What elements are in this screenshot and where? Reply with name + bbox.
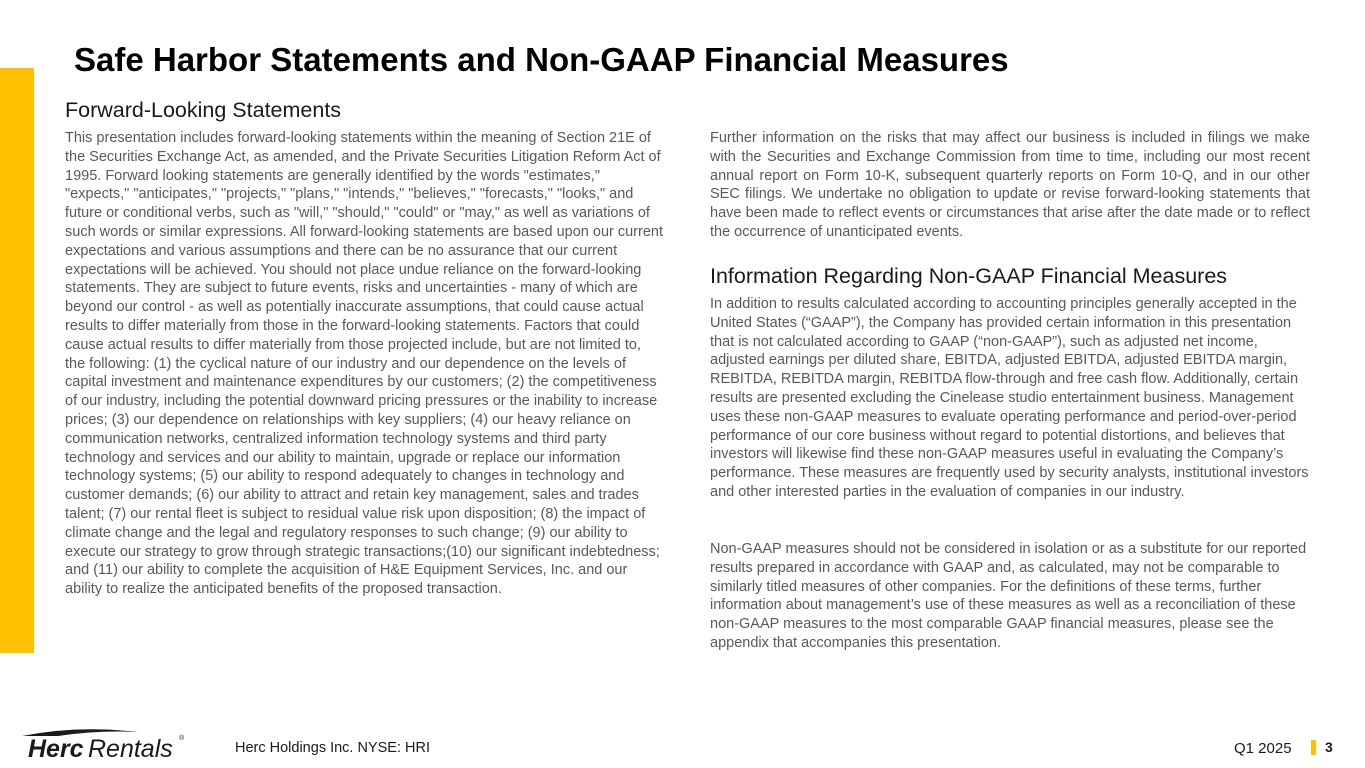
further-information-body: Further information on the risks that may affect our business is included in filings we make with the Securities and Exchange Commission from time to time, including our most recent annual report on Form 10-K, subsequent quarterly reports on Form 10-Q, and in our other SEC filings. We undertake no obligation to update or revise forward-looking statements that have been made to reflect events or circumstances that arise after the date made or to reflect the occurrence of unanticipated events. xyxy=(710,130,1310,240)
herc-rentals-logo xyxy=(18,726,190,762)
logo-herc-text: Herc xyxy=(28,735,84,762)
logo-rentals-text: Rentals xyxy=(88,735,173,762)
footer-quarter: Q1 2025 xyxy=(1234,740,1292,757)
accent-bar xyxy=(0,68,34,653)
non-gaap-heading: Information Regarding Non-GAAP Financial Measures xyxy=(710,264,1228,288)
logo-registered-mark: ® xyxy=(179,735,185,742)
page-number: 3 xyxy=(1325,739,1333,755)
page-number-marker xyxy=(1311,740,1316,755)
forward-looking-heading: Forward-Looking Statements xyxy=(65,98,342,122)
page-title: Safe Harbor Statements and Non-GAAP Financial Measures xyxy=(74,41,1009,78)
non-gaap-body-2: Non-GAAP measures should not be considered in isolation or as a substitute for our reported results prepared in accordance with GAAP and, as calculated, may not be comparable to similarly titled measures of other companies. For the definitions of these terms, further information about management’s use of these measures as well as a reconciliation of these non-GAAP measures to the most comparable GAAP financial measures, please see the appendix that accompanies this presentation. xyxy=(710,541,1307,651)
non-gaap-body-1: In addition to results calculated according to accounting principles generally accepted in the United States (“GAAP”), the Company has provided certain information in this presentation that is not calculated according to GAAP (“non-GAAP”), such as adjusted net income, adjusted earnings per diluted share, EBITDA, adjusted EBITDA, adjusted EBITDA margin, REBITDA, REBITDA margin, REBITDA flow-through and free cash flow. Additionally, certain results are presented excluding the Cinelease studio entertainment business. Management uses these non-GAAP measures to evaluate operating performance and period-over-period performance of our core business without regard to potential distortions, and believes that investors will likewise find these non-GAAP measures useful in evaluating the Company’s performance. These measures are frequently used by security analysts, institutional investors and other interested parties in the evaluation of companies in our industry. xyxy=(710,296,1309,500)
footer-company: Herc Holdings Inc. NYSE: HRI xyxy=(235,740,431,756)
forward-looking-body: This presentation includes forward-looking statements within the meaning of Section 21E of the Securities Exchange Act, as amended, and the Private Securities Litigation Reform Act of 1995. Forward looking statements are generally identified by the words "estimates," "expects," "anticipates," "projects," "plans," "intends," "believes," "forecasts," "looks," and future or conditional verbs, such as "will," "should," "could" or "may," as well as variations of such words or similar expressions. All forward-looking statements are based upon our current expectations and various assumptions and there can be no assurance that our current expectations will be achieved. You should not place undue reliance on the forward-looking statements. They are subject to future events, risks and uncertainties - many of which are beyond our control - as well as potentially inaccurate assumptions, that could cause actual results to differ materially from those in the forward-looking statements. Factors that could cause actual results to differ materially from those projected include, but are not limited to, the following: (1) the cyclical nature of our industry and our dependence on the levels of capital investment and maintenance expenditures by our customers; (2) the competitiveness of our industry, including the potential downward pricing pressures or the inability to increase prices; (3) our dependence on relationships with key suppliers; (4) our heavy reliance on communication networks, centralized information technology systems and third party technology and services and our ability to maintain, upgrade or replace our information technology systems; (5) our ability to respond adequately to changes in technology and customer demands; (6) our ability to attract and retain key management, sales and trades talent; (7) our rental fleet is subject to residual value risk upon disposition; (8) the impact of climate change and the legal and regulatory responses to such change; (9) our ability to execute our strategy to grow through strategic transactions;(10) our significant indebtedness; and (11) our ability to complete the acquisition of H&E Equipment Services, Inc. and our ability to realize the anticipated benefits of the proposed transaction. xyxy=(65,130,663,598)
